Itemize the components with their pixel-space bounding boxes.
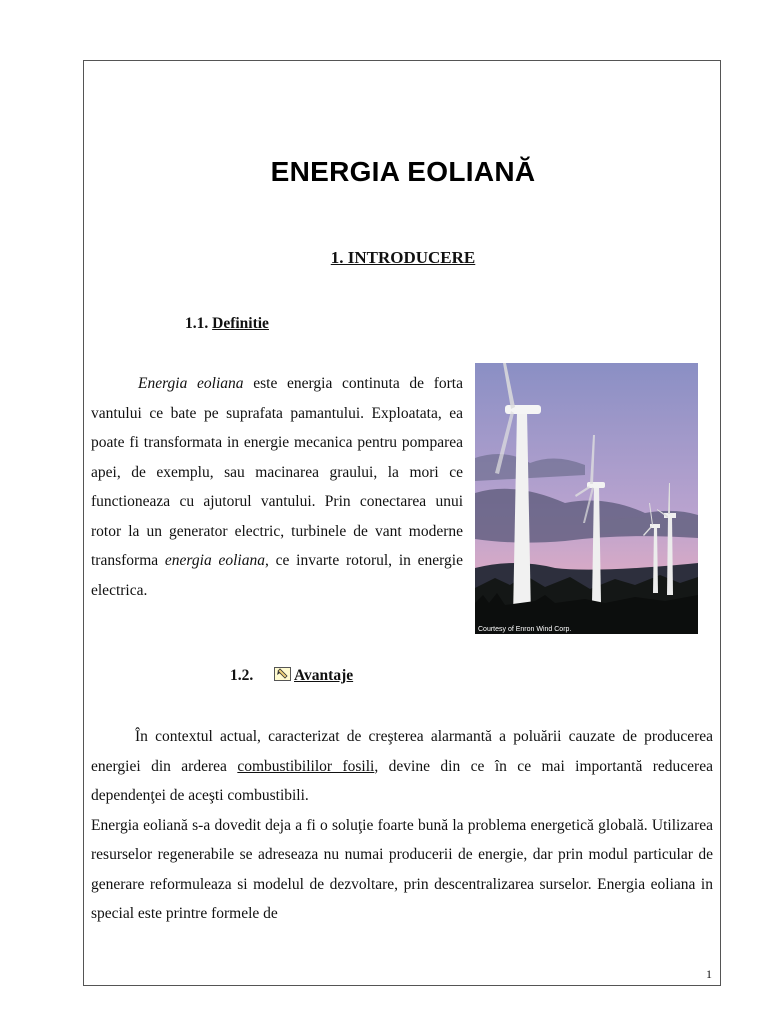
term-emphasis: energia eoliana xyxy=(164,552,265,569)
term-energia-eoliana: Energia eoliana xyxy=(138,375,244,392)
subsection-title: Avantaje xyxy=(294,667,354,684)
subsection-heading-definitie xyxy=(185,315,269,333)
paragraph-text: este energia continuta de forta vantului ce bate pe suprafata pamantului. Exploatata, ea poate fi transformata in energie mecanica pentru pomparea apei, de exemplu, sau macinarea graului, la mori ce functioneaza cu ajutorul vantului. Prin conectarea unui rotor la un generator electric, turbinele de vant moderne transforma xyxy=(91,375,463,569)
document-title: ENERGIA EOLIANĂ xyxy=(270,156,536,187)
paragraph-avantaje xyxy=(91,722,713,929)
section-heading-introducere: 1. INTRODUCERE xyxy=(330,248,476,267)
paragraph-text-end: , ce invarte rotorul, in energie electrica. xyxy=(91,552,463,599)
subsection-heading-avantaje xyxy=(230,667,353,685)
paragraph-text: În contextul actual, caracterizat de creşterea alarmantă a poluării cauzate de producerea energiei din arderea xyxy=(91,728,713,775)
paragraph-definitie xyxy=(91,369,463,605)
subsection-number: 1.2. xyxy=(230,667,254,684)
note-icon xyxy=(274,667,291,681)
paragraph-energia-eoliana: Energia eoliană s-a dovedit deja a fi o soluţie foarte bună la problema energetică globală. Utilizarea resurselor regenerabile se adreseaza nu numai producerii de energie, dar prin modul particular de generare reformuleaza si modelul de dezvoltare, prin descentralizarea surselor. Energia eoliana in special este printre formele de xyxy=(91,816,713,922)
page-number: 1 xyxy=(706,967,712,981)
paragraph-text-end: , devine din ce în ce mai importantă reducerea dependenţei de aceşti combustibili. xyxy=(91,757,713,804)
link-combustibili-fosili[interactable]: combustibililor fosili xyxy=(237,757,375,775)
subsection-title: Definitie xyxy=(212,315,269,332)
subsection-number: 1.1. xyxy=(185,315,209,332)
paragraph-context xyxy=(91,722,713,811)
wind-turbines-photo xyxy=(475,363,698,634)
photo-caption: Courtesy of Enron Wind Corp. xyxy=(478,626,572,633)
